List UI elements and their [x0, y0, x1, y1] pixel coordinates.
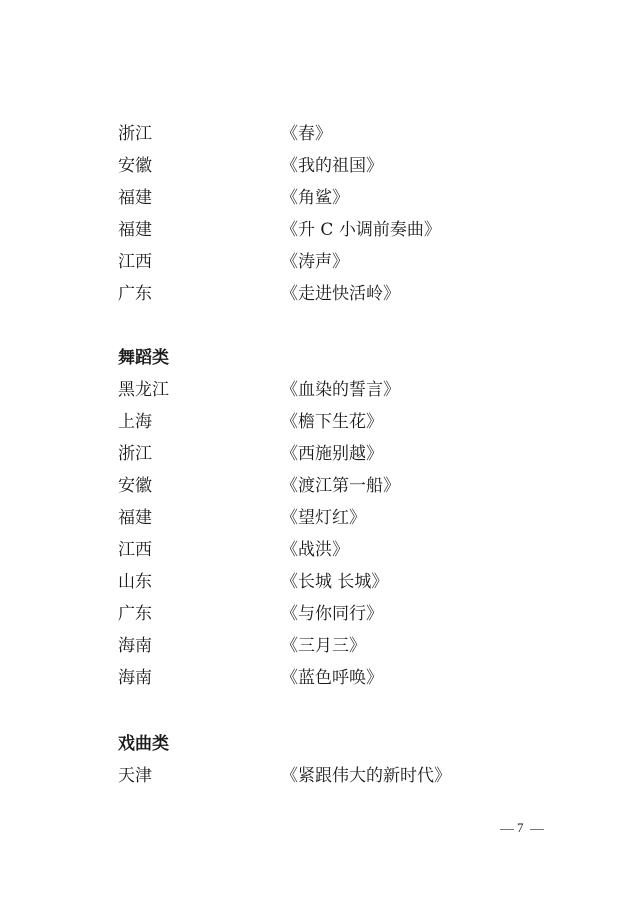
region-name: 海南 [118, 668, 152, 688]
footer-rule-left [500, 829, 514, 830]
list-item [0, 150, 636, 182]
work-title: 《升 C 小调前奏曲》 [281, 220, 441, 240]
region-name: 安徽 [118, 156, 152, 176]
region-name: 上海 [118, 412, 152, 432]
region-name: 江西 [118, 540, 152, 560]
work-title: 《血染的誓言》 [281, 380, 400, 400]
work-title: 《西施别越》 [281, 444, 383, 464]
list-item [0, 246, 636, 278]
region-name: 安徽 [118, 476, 152, 496]
work-title: 《春》 [281, 124, 332, 144]
work-title: 《走进快活岭》 [281, 284, 400, 304]
region-name: 广东 [118, 604, 152, 624]
work-title: 《战洪》 [281, 540, 349, 560]
list-item [0, 760, 636, 792]
region-name: 江西 [118, 252, 152, 272]
list-item [0, 502, 636, 534]
region-name: 山东 [118, 572, 152, 592]
list-item [0, 406, 636, 438]
list-item [0, 374, 636, 406]
work-title: 《檐下生花》 [281, 412, 383, 432]
list-item [0, 278, 636, 310]
region-name: 海南 [118, 636, 152, 656]
work-title: 《三月三》 [281, 636, 366, 656]
work-title: 《角鲨》 [281, 188, 349, 208]
list-item [0, 470, 636, 502]
region-name: 浙江 [118, 124, 152, 144]
page-number: 7 [517, 820, 524, 835]
region-name: 福建 [118, 220, 152, 240]
work-title: 《与你同行》 [281, 604, 383, 624]
list-item [0, 566, 636, 598]
work-title: 《长城 长城》 [281, 572, 389, 592]
work-title: 《渡江第一船》 [281, 476, 400, 496]
list-item [0, 118, 636, 150]
list-item [0, 534, 636, 566]
work-title: 《紧跟伟大的新时代》 [281, 766, 451, 786]
region-name: 天津 [118, 766, 152, 786]
list-item [0, 214, 636, 246]
section-heading-opera: 戏曲类 [118, 734, 169, 754]
footer-rule-right [530, 829, 544, 830]
region-name: 福建 [118, 508, 152, 528]
region-name: 黑龙江 [118, 380, 169, 400]
list-item [0, 182, 636, 214]
list-item [0, 630, 636, 662]
region-name: 福建 [118, 188, 152, 208]
work-title: 《望灯红》 [281, 508, 366, 528]
work-title: 《我的祖国》 [281, 156, 383, 176]
list-item [0, 662, 636, 694]
section-heading-dance: 舞蹈类 [118, 348, 169, 368]
region-name: 广东 [118, 284, 152, 304]
page-footer [500, 818, 560, 838]
work-title: 《蓝色呼唤》 [281, 668, 383, 688]
list-item [0, 598, 636, 630]
list-item [0, 438, 636, 470]
work-title: 《涛声》 [281, 252, 349, 272]
region-name: 浙江 [118, 444, 152, 464]
